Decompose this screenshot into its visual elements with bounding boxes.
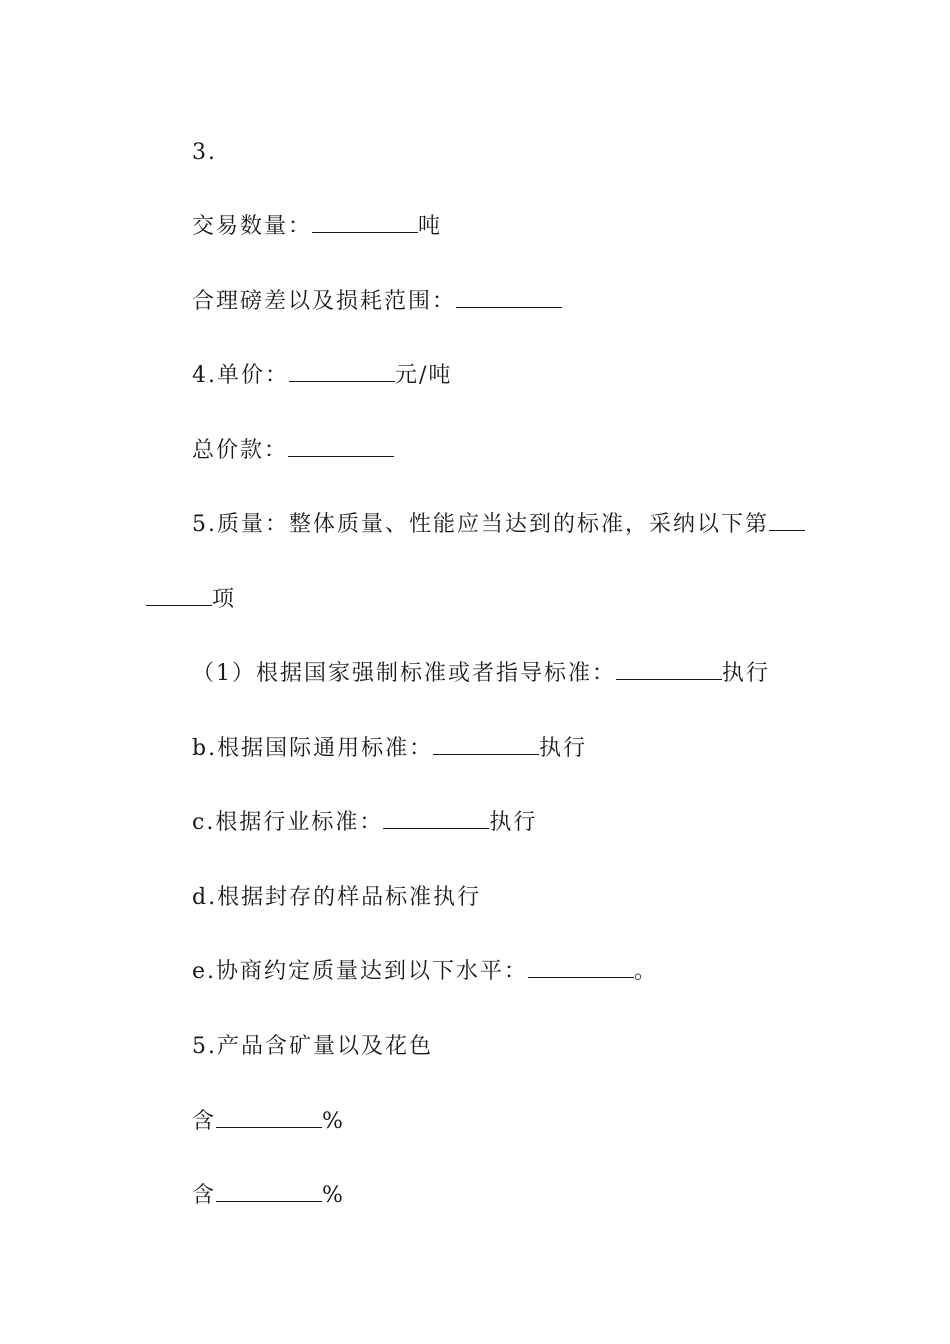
national-standard-blank[interactable] — [616, 659, 722, 680]
sample-standard-line: d.根据封存的样品标准执行 — [192, 885, 482, 910]
content-blank-2[interactable] — [216, 1181, 322, 1202]
unit-price-blank[interactable] — [289, 361, 395, 382]
unit-price-line: 4.单价： 元/吨 — [192, 363, 453, 388]
content-blank-1[interactable] — [216, 1107, 322, 1128]
quality-item-blank-part1[interactable] — [769, 510, 805, 531]
national-standard-line: （1）根据国家强制标准或者指导标准： 执行 — [192, 661, 771, 686]
negotiated-quality-blank[interactable] — [528, 957, 634, 978]
quality-line: 5.质量：整体质量、性能应当达到的标准，采纳以下第 — [192, 510, 805, 540]
content-line-2: 含 % — [192, 1183, 345, 1208]
tolerance-blank[interactable] — [456, 287, 562, 308]
tolerance-line: 合理磅差以及损耗范围： — [192, 287, 562, 317]
trade-quantity-blank[interactable] — [312, 212, 418, 233]
international-standard-blank[interactable] — [433, 734, 539, 755]
industry-standard-line: c.根据行业标准： 执行 — [192, 810, 538, 835]
total-price-line: 总价款： — [192, 436, 394, 466]
industry-standard-blank[interactable] — [383, 808, 489, 829]
quality-item-blank-part2[interactable] — [146, 585, 212, 606]
international-standard-line: b.根据国际通用标准： 执行 — [192, 736, 588, 761]
ore-content-heading: 5.产品含矿量以及花色 — [192, 1034, 433, 1059]
trade-quantity-line: 交易数量： 吨 — [192, 214, 443, 239]
quality-line-continued: 项 — [146, 585, 236, 615]
content-line-1: 含 % — [192, 1109, 345, 1134]
negotiated-quality-line: e.协商约定质量达到以下水平： 。 — [192, 959, 659, 984]
total-price-blank[interactable] — [288, 436, 394, 457]
section-3-heading: 3. — [192, 140, 217, 165]
